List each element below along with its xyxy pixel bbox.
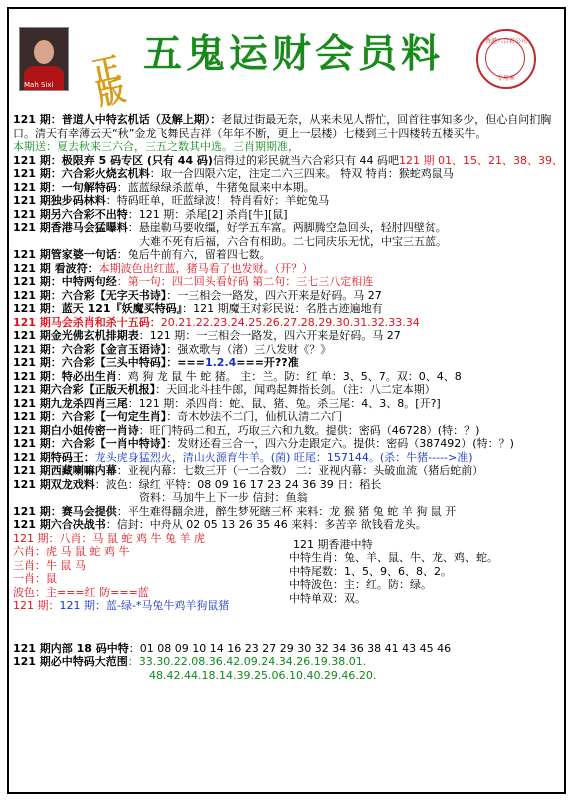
row-t1-numbers: ：01 08 09 10 14 16 23 27 29 30 32 34 36 38 41 43 45 46 [128,641,452,655]
three-zodiacs: 三肖：牛 鼠 马 [13,558,86,572]
row-l13 [13,289,563,303]
colour-combo-label: 121 期： [13,599,60,612]
row-l12-text: ：第一句：四二回头看好码 第二句：三七三八定相连 [116,275,374,288]
row-l12-label: 121 期：中特两句经 [13,275,117,288]
row-l3-label: 121 期：极限弃 5 码专区 (只有 44 码) [13,153,213,167]
row-l5-label: 121 期：一句解特码 [13,180,117,194]
page-frame [7,7,566,794]
row-l30 [13,518,563,532]
row-l10-label: 121 期管家婆一句话 [13,248,117,261]
row-l6 [13,194,563,208]
row-l22-text: ：奇木妙法不二门，仙机认清二六门 [166,410,343,423]
row-l26-label: 121 期西藏喇嘛内幕 [13,464,117,477]
company-seal [476,29,536,89]
page-title: 五鬼运财会员料 [143,32,445,77]
row-l8 [13,221,563,235]
row-l29-text: ：平生难得翻余进，醉生梦死瞎三杯 来料：龙 猴 猪 兔 蛇 羊 狗 鼠 开 [116,504,457,518]
row-l24-label: 121 期：六合彩【一肖中特诗】 [13,437,167,450]
row-l15 [13,316,563,330]
row-t2-numbers: ：33.30.22.08.36.42.09.24.34.26.19.38.01. [127,655,367,668]
row-l4 [13,167,563,181]
row-l29-label: 121 期：赛马会提供 [13,504,117,518]
weekly-note: 本期送：夏去秋来三六合，三五之数其中选。三肖期期准， [13,140,299,153]
row-l16-text: ：121 期：一三相会一路发，四六开来是好码。马 27 [138,329,401,342]
row-l7-text: ：121 期：杀尾[2] 杀肖[牛][鼠] [127,207,288,221]
row-l5 [13,181,563,195]
row-l8-text: ：悬崖勒马要收缰，好学五车富。两脚腾空急回头，轻肘四壁贫。 [127,221,447,234]
row-l26 [13,464,563,478]
photo-caption: Mah Sixi [24,81,54,89]
row-l3-text: 信得过的彩民就当六合彩只有 44 码吧 [212,153,399,167]
row-l18-label: 121 期：六合彩【三头中特码】 [13,356,167,369]
intro-label: 121 期：普道人中特玄机话（及解上期）： [13,113,222,126]
row-l17-label: 121 期：六合彩【金言玉语诗】 [13,342,167,356]
row-l30-text: ：信封：中舟从 02 05 13 26 35 46 来料：多苦辛 欲钱看龙头。 [105,518,427,531]
intro-paragraph [13,113,563,140]
photo-face [34,40,54,64]
hk-special-title: 121 期香港中特 [293,537,373,551]
row-l29 [13,505,563,519]
row-l11 [13,262,563,276]
row-l25-label: 121 期特码王： [13,450,95,464]
hk-special-column [289,538,559,606]
seal-bottom-text: 专用章 [496,75,515,82]
row-t1 [13,642,563,656]
row-l13-label: 121 期：六合彩【无字天书诗】 [13,288,167,302]
row-l19-text: ：鸡 狗 龙 鼠 牛 蛇 猪。 主：兰。防：红 单：3、5、7。双：0、4、8 [116,369,462,383]
header [9,9,564,113]
row-l7 [13,208,563,222]
hk-tail-numbers: 中特尾数：1、5、9、6、8、2。 [289,564,452,578]
row-l20 [13,383,563,397]
row-l21-text: ：121 期：杀四肖：蛇、鼠、猪、兔。杀三尾：4、3、8。[开?] [127,396,441,410]
row-t2-label: 121 期必中特码大范围 [13,655,128,668]
row-l11-label: 121 期 看波符： [13,261,99,275]
row-l18-eq-right: ===开??准 [236,356,299,369]
hk-wave-color: 中特波色：主：红。防：绿。 [289,578,432,591]
hk-zodiac: 中特生肖：兔、羊、鼠、牛、龙、鸡、蛇。 [289,551,498,564]
eight-zodiacs: 121 期：八肖：马 鼠 蛇 鸡 牛 兔 羊 虎 [13,531,205,545]
row-l28: 资料：马加牛上下一步 信封：鱼翁 [139,491,308,504]
content [13,113,563,682]
row-l18-eq-left: ：=== [166,356,205,369]
row-l16-label: 121 期金光佛玄机排期表 [13,329,139,342]
seal-top-text: 香港六合彩公司 [484,38,527,45]
row-l21 [13,397,563,411]
row-l18-code: 1.2.4 [204,356,237,369]
row-t2 [13,655,563,669]
row-l24-text: ：发财还看三合一，四六分走跟定六。提供：密码（387492）(特：？) [166,437,514,450]
row-l27-label: 121 期双龙戏料 [13,477,95,491]
row-l22-label: 121 期：六合彩【一句定生肖】 [13,410,167,423]
wave-color: 波色：主===红 防===蓝 [13,585,149,599]
seal-inner-ring [485,38,525,78]
row-l3 [13,154,563,168]
row-t1-label: 121 期内部 18 码中特 [13,641,129,655]
one-zodiac: 一肖：鼠 [13,572,57,585]
row-l11-text: 本期波色出红蓝，猪马看了也发财。（开？） [98,261,314,275]
row-l10 [13,248,563,262]
row-l13-text: ：一三相会一路发，四六开来是好码。马 27 [166,288,382,302]
colour-combo-text: 121 期：蓝-绿-*马兔牛鸡羊狗鼠猪 [59,599,230,612]
row-l27-text: ：波色：绿红 平特：08 09 16 17 23 24 36 39 日：稻长 [94,477,382,491]
row-l4-text: ：取一合四限六定，注定二六三四来。 特双 特肖：猴蛇鸡鼠马 [149,167,454,180]
row-l30-label: 121 期六合决战书 [13,518,106,531]
row-l26-text: ：亚视内幕：七数三开（一二合数） 二：亚视内幕：头破血流（猪后蛇前） [116,464,484,477]
forecast-columns [13,532,563,642]
row-l15-text: 20.21.22.23.24.25.26.27.28.29.30.31.32.33.34 [160,315,420,329]
row-l14 [13,302,563,316]
row-l17-text: ：强欢歌与（渚）三八发财《？》 [166,342,332,356]
row-l6-label: 121 期独步码林料 [13,194,106,207]
row-l5-text: ：蓝蓝绿绿杀蓝单，牛猪兔鼠来中本期。 [116,180,315,194]
row-l23-text: ：旺门特码二和五，巧取三六和九数。提供：密码（46728）(特：？) [138,423,480,437]
row-l25 [13,451,563,465]
row-l19 [13,370,563,384]
row-l10-text: ：兔后牛前有六，留着四七数。 [116,248,271,261]
row-l16 [13,329,563,343]
forecast-left-column [13,532,283,613]
hk-odd-even: 中特单双：双。 [289,591,366,605]
row-l6-text: ：特码旺单，旺蓝绿波！ 特肖看好：羊蛇兔马 [105,194,330,207]
row-l4-label: 121 期：六合彩火烧玄机料 [13,167,150,180]
row-l18 [13,356,563,370]
row-l23 [13,424,563,438]
row-l12 [13,275,563,289]
six-zodiacs: 六肖：虎 马 鼠 蛇 鸡 牛 [13,545,130,558]
row-l24 [13,437,563,451]
member-photo [19,27,69,91]
row-t3-numbers: 48.42.44.18.14.39.25.06.10.40.29.46.20. [149,668,377,682]
row-l23-label: 121 期白小姐传密一肖诗 [13,423,139,437]
row-l14-text: ：121 期魔王对彩民说：名胜古迹遍地有 [182,302,383,315]
zheng-ban-logo: 正版 [89,50,129,113]
row-l20-label: 121 期六合彩【正版天机报】 [13,383,156,396]
row-l9: 大难不死有后福，六合有相助。二七同庆乐无忧，中宝三五蓝。 [139,234,447,248]
row-l19-label: 121 期：特必出生肖 [13,369,117,383]
row-l22 [13,410,563,424]
row-l17 [13,343,563,357]
row-l8-label: 121 期香港马会猛曝料 [13,221,128,234]
row-l15-label: 121 期马会杀肖和杀十五码： [13,315,161,329]
row-l27 [13,478,563,492]
row-l20-text: ：天回北斗挂牛郎，闻鸡起舞指长剑。（注：八二定本期） [155,383,436,396]
row-l25-text: 龙头虎身猛烈火，清山火源育牛羊。(菌) 旺尾：157144。(杀：牛猪----->准) [94,450,473,464]
intro-text: 老鼠过街最无奈，从来未见人帮忙，回首往事知多少，但心自问扪胸口。清天有幸薄云天“秋”金龙飞舞民吉祥（年年不断，更上一层楼）七楼到三十四楼转五楼买牛。 [13,113,552,140]
row-l7-label: 121 期另六合彩不出特 [13,207,128,221]
row-l3-numbers: 121 期 01、15、21、38、39、 [398,153,563,167]
colour-combo [13,599,283,613]
row-l14-label: 121 期：蓝天 121『妖魔买特码』 [13,302,183,315]
row-l21-label: 121 期九龙杀四肖三尾 [13,396,128,410]
